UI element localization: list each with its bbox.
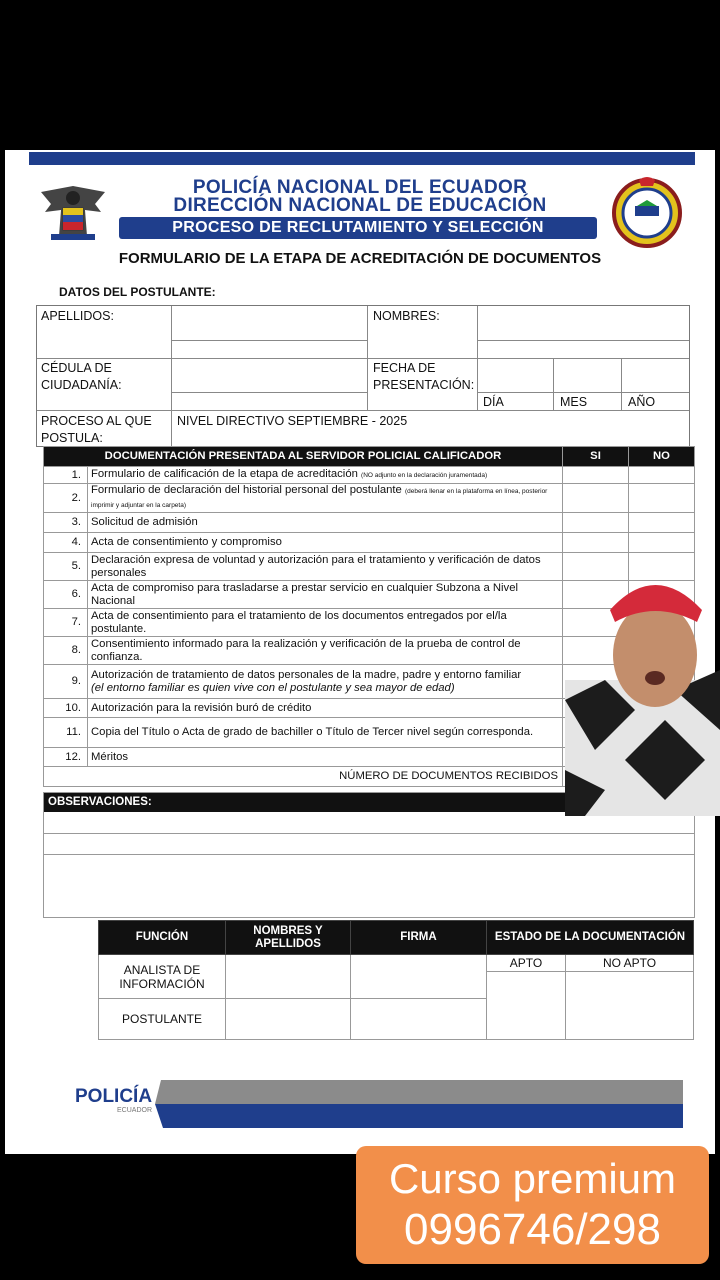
item-number: 5. bbox=[44, 553, 88, 581]
analista-label: ANALISTA DE INFORMACIÓN bbox=[99, 955, 226, 999]
si-checkbox[interactable] bbox=[563, 513, 629, 533]
analista-signature-cell[interactable] bbox=[351, 955, 487, 999]
applicant-data-grid bbox=[36, 305, 690, 447]
no-header: NO bbox=[629, 447, 695, 467]
item-number: 12. bbox=[44, 748, 88, 767]
header-banner: PROCESO DE RECLUTAMIENTO Y SELECCIÓN bbox=[119, 217, 597, 239]
si-checkbox[interactable] bbox=[563, 467, 629, 484]
proceso-value: NIVEL DIRECTIVO SEPTIEMBRE - 2025 bbox=[177, 414, 408, 428]
item-text: Acta de consentimiento para el tratamiento de los documentos entregados por el/la postulante. bbox=[88, 609, 563, 637]
postulante-label: POSTULANTE bbox=[99, 999, 226, 1040]
total-label: NÚMERO DE DOCUMENTOS RECIBIDOS bbox=[44, 767, 563, 787]
table-row bbox=[44, 513, 695, 533]
fecha-label-1: FECHA DE bbox=[373, 361, 436, 375]
analista-name-cell[interactable] bbox=[226, 955, 351, 999]
header-line-1: POLICÍA NACIONAL DEL ECUADOR bbox=[192, 177, 528, 198]
table-row bbox=[44, 533, 695, 553]
footer-stripe bbox=[155, 1080, 683, 1128]
item-number: 1. bbox=[44, 467, 88, 484]
header bbox=[35, 172, 695, 252]
promo-badge bbox=[356, 1146, 709, 1264]
item-text: Formulario de declaración del historial personal del postulante (deberá llenar en la plataforma en línea, posterior imprimir y adjuntar en la carpeta) bbox=[88, 484, 563, 513]
si-header: SI bbox=[563, 447, 629, 467]
police-eagle-emblem-icon bbox=[37, 178, 109, 244]
documents-header: DOCUMENTACIÓN PRESENTADA AL SERVIDOR POLICIAL CALIFICADOR bbox=[44, 447, 563, 467]
no-checkbox[interactable] bbox=[629, 533, 695, 553]
no-apto-cell[interactable] bbox=[566, 972, 694, 1040]
si-checkbox[interactable] bbox=[563, 533, 629, 553]
item-number: 6. bbox=[44, 581, 88, 609]
dia-label: DÍA bbox=[483, 395, 504, 409]
item-number: 7. bbox=[44, 609, 88, 637]
item-text: Autorización para la revisión buró de crédito bbox=[88, 699, 563, 718]
item-number: 10. bbox=[44, 699, 88, 718]
section-title: DATOS DEL POSTULANTE: bbox=[59, 285, 216, 299]
apto-label: APTO bbox=[487, 955, 566, 972]
item-text: Declaración expresa de voluntad y autorización para el tratamiento y verificación de datos personales bbox=[88, 553, 563, 581]
cedula-label-1: CÉDULA DE bbox=[41, 361, 112, 375]
proceso-label-2: POSTULA: bbox=[41, 431, 103, 445]
item-number: 8. bbox=[44, 637, 88, 665]
apto-cell[interactable] bbox=[487, 972, 566, 1040]
item-number: 9. bbox=[44, 665, 88, 699]
footer-sub: ECUADOR bbox=[117, 1107, 153, 1114]
item-text: Acta de compromiso para trasladarse a prestar servicio en cualquier Subzona a Nivel Nacional bbox=[88, 581, 563, 609]
footer-banner bbox=[71, 1080, 683, 1128]
signature-table bbox=[98, 920, 694, 1040]
item-text: Formulario de calificación de la etapa de acreditación (NO adjunto en la declaración juramentada) bbox=[88, 467, 563, 484]
postulante-signature-cell[interactable] bbox=[351, 999, 487, 1040]
anio-label: AÑO bbox=[628, 395, 656, 409]
proceso-label-1: PROCESO AL QUE bbox=[41, 414, 152, 428]
no-apto-label: NO APTO bbox=[566, 955, 694, 972]
item-text: Méritos bbox=[88, 748, 563, 767]
no-checkbox[interactable] bbox=[629, 467, 695, 484]
estado-header: ESTADO DE LA DOCUMENTACIÓN bbox=[487, 921, 694, 955]
no-checkbox[interactable] bbox=[629, 484, 695, 513]
firma-header: FIRMA bbox=[351, 921, 487, 955]
table-row bbox=[44, 467, 695, 484]
observations-line[interactable] bbox=[44, 834, 694, 855]
nombres-header: NOMBRES Y APELLIDOS bbox=[226, 921, 351, 955]
promo-line-2: 0996746/298 bbox=[404, 1205, 661, 1254]
item-number: 4. bbox=[44, 533, 88, 553]
item-text: Copia del Título o Acta de grado de bachiller o Título de Tercer nivel según corresponda. bbox=[88, 718, 563, 748]
apellidos-label: APELLIDOS: bbox=[41, 309, 114, 323]
si-checkbox[interactable] bbox=[563, 484, 629, 513]
documents-table-header bbox=[44, 447, 695, 467]
cedula-label-2: CIUDADANÍA: bbox=[41, 378, 122, 392]
item-number: 11. bbox=[44, 718, 88, 748]
education-seal-icon bbox=[607, 174, 687, 248]
item-number: 3. bbox=[44, 513, 88, 533]
funcion-header: FUNCIÓN bbox=[99, 921, 226, 955]
item-text: Solicitud de admisión bbox=[88, 513, 563, 533]
item-text: Autorización de tratamiento de datos personales de la madre, padre y entorno familiar (el entorno familiar es quien vive con el postulante y sea mayor de edad) bbox=[88, 665, 563, 699]
presenter-video-overlay bbox=[565, 560, 720, 816]
mes-label: MES bbox=[560, 395, 588, 409]
header-line-2: DIRECCIÓN NACIONAL DE EDUCACIÓN bbox=[173, 195, 547, 216]
top-blue-bar bbox=[29, 152, 695, 165]
item-text: Acta de consentimiento y compromiso bbox=[88, 533, 563, 553]
item-number: 2. bbox=[44, 484, 88, 513]
item-text: Consentimiento informado para la realización y verificación de la prueba de control de confianza. bbox=[88, 637, 563, 665]
observations-label: OBSERVACIONES: bbox=[44, 793, 694, 812]
nombres-label: NOMBRES: bbox=[373, 309, 440, 323]
fecha-label-2: PRESENTACIÓN: bbox=[373, 378, 475, 392]
footer-brand: POLICÍA bbox=[75, 1086, 153, 1107]
postulante-name-cell[interactable] bbox=[226, 999, 351, 1040]
promo-line-1: Curso premium bbox=[388, 1155, 677, 1202]
table-row bbox=[44, 484, 695, 513]
no-checkbox[interactable] bbox=[629, 513, 695, 533]
form-title: FORMULARIO DE LA ETAPA DE ACREDITACIÓN DE DOCUMENTOS bbox=[118, 250, 602, 267]
